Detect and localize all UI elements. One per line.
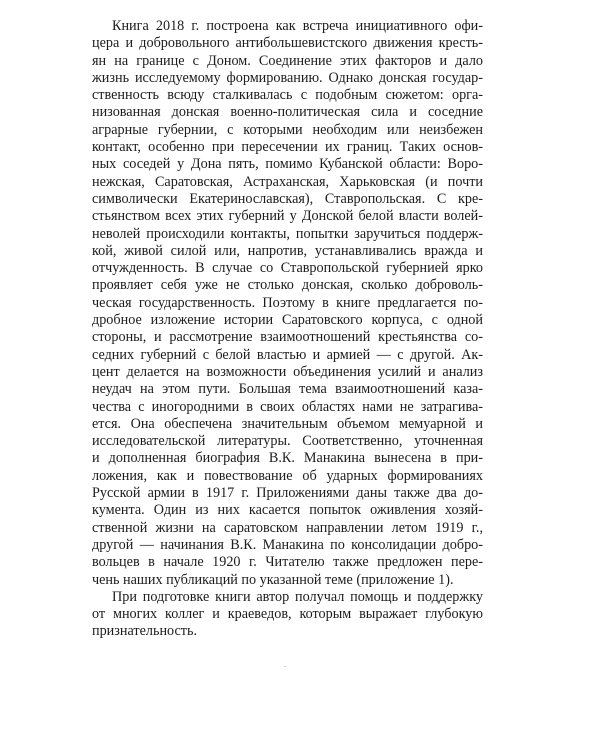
text-line: стороны, и рассмотрение взаимоотношений крестьянства со-	[92, 329, 483, 346]
text-line: нежская, Саратовская, Астраханская, Харьковская (и почти	[92, 173, 483, 190]
text-line: дробное изложение истории Саратовского корпуса, с одной	[92, 312, 483, 329]
text-line: При подготовке книги автор получал помощь и поддержку	[112, 588, 483, 605]
text-line: Русской армии в 1917 г. Приложениями даны также два до-	[92, 485, 483, 502]
text-line: другой — начинания В.К. Манакина по консолидации добро-	[92, 536, 483, 553]
text-line: символически Екатеринославская), Ставропольская. С кре-	[92, 190, 483, 207]
document-page	[92, 18, 483, 641]
text-line: ных соседей у Дона пять, помимо Кубанской области: Воро-	[92, 156, 483, 173]
text-line: от многих коллег и краеведов, которым выражает глубокую	[92, 606, 483, 623]
text-line: ственность всюду сталкивалась с подобным сюжетом: орга-	[92, 87, 483, 104]
text-line: кумента. Один из них касается попыток оживления хозяй-	[92, 502, 483, 519]
text-line: неволей происходили контакты, попытки заручиться поддерж-	[92, 225, 483, 242]
text-line: ственной жизни на саратовском направлении летом 1919 г.,	[92, 519, 483, 536]
text-line: и дополненная биография В.К. Манакина вынесена в при-	[92, 450, 483, 467]
text-line: проявляет себя уже не столько донская, сколько доброволь-	[92, 277, 483, 294]
text-line: исследовательской литературы. Соответственно, уточненная	[92, 433, 483, 450]
text-line: чества с иногородними в своих областях нами не затрагива-	[92, 398, 483, 415]
text-line: вольцев в начале 1920 г. Читателю также предложен пере-	[92, 554, 483, 571]
text-line: чень наших публикаций по указанной теме (приложение 1).	[92, 571, 454, 588]
text-line: седних губерний с белой властью и армией — с другой. Ак-	[92, 346, 483, 363]
text-line: неудач на этом пути. Большая тема взаимоотношений каза-	[92, 381, 483, 398]
text-line: контакт, особенно при пересечении их границ. Таких основ-	[92, 139, 483, 156]
paragraph-intro	[92, 18, 483, 589]
paragraph-acknowledgements	[92, 589, 483, 641]
text-line: цера и добровольного антибольшевистского движения кресть-	[92, 35, 483, 52]
text-line: стьянством всех этих губерний у Донской белой власти волей-	[92, 208, 483, 225]
text-line: признательность.	[92, 623, 198, 640]
text-line: жизнь исследуемому формированию. Однако донская государ-	[92, 69, 483, 86]
text-line: Книга 2018 г. построена как встреча инициативного офи-	[112, 18, 483, 34]
text-line: ется. Она обеспечена значительным объемом мемуарной и	[92, 415, 483, 432]
scan-speck	[284, 666, 286, 667]
text-line: цент делается на возможности объединения усилий и анализ	[92, 363, 483, 380]
text-line: ян на границе с Доном. Соединение этих факторов и дало	[92, 52, 483, 69]
text-line: отчужденность. В случае со Ставропольской губернией ярко	[92, 260, 483, 277]
text-line: кой, живой силой или, напротив, устанавливались вражда и	[92, 242, 483, 259]
text-line: аграрные губернии, с которыми необходим или неизбежен	[92, 121, 483, 138]
text-line: ческая государственность. Поэтому в книге предлагается по-	[92, 294, 483, 311]
text-line: ложения, как и повествование об ударных формированиях	[92, 467, 483, 484]
text-line: низованная донская военно-политическая сила и соседние	[92, 104, 483, 121]
